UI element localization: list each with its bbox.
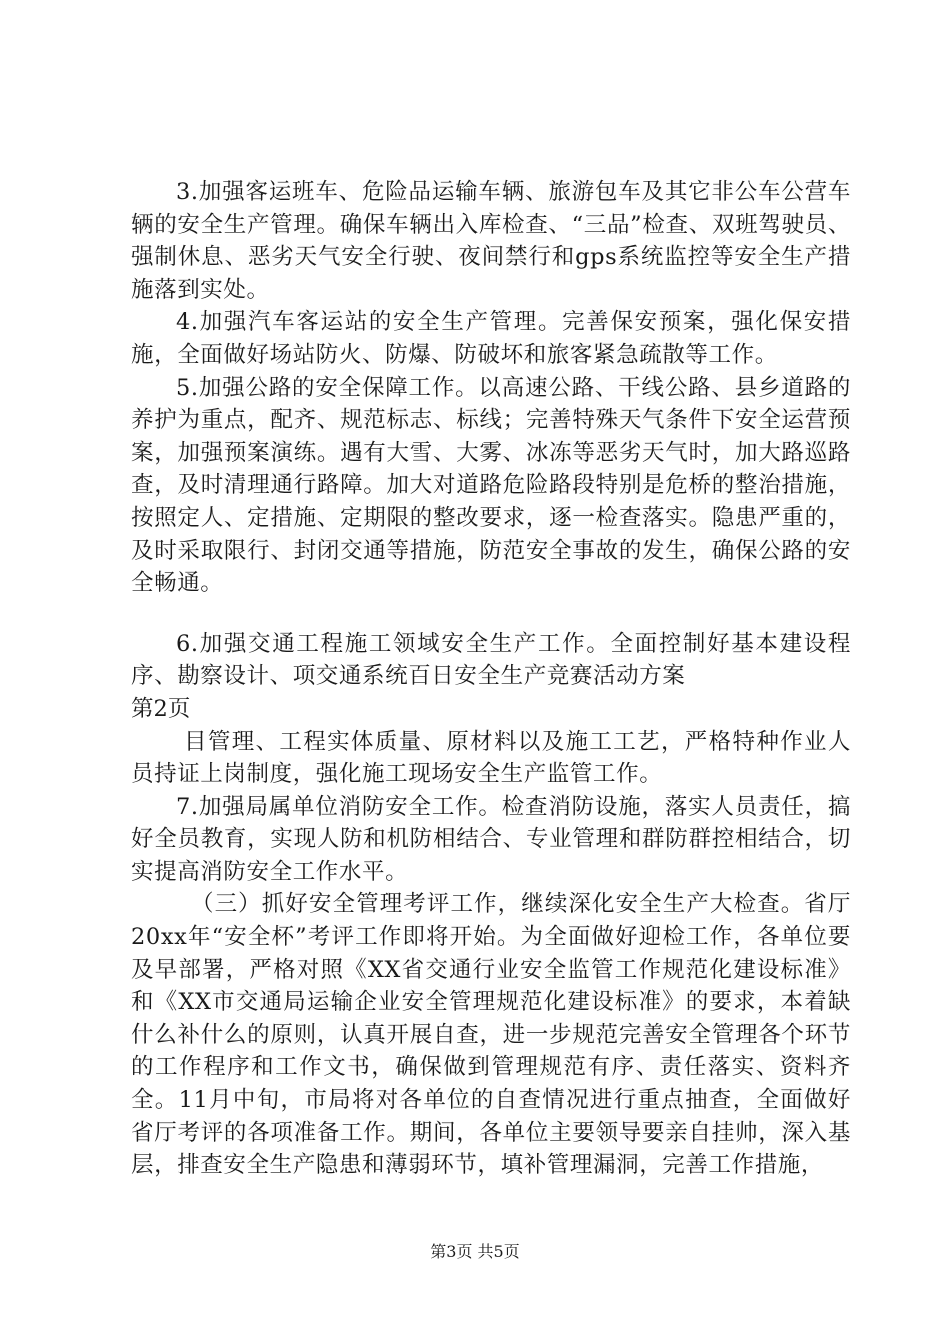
paragraph-item-7: 7.加强局属单位消防安全工作。检查消防设施，落实人员责任，搞好全员教育，实现人防和机防相结合、专业管理和群防群控相结合，切实提高消防安全工作水平。 xyxy=(131,793,851,885)
document-body xyxy=(131,176,851,1182)
page-footer: 第3页 共5页 xyxy=(430,1242,520,1261)
paragraph-item-4: 4.加强汽车客运站的安全生产管理。完善保安预案，强化保安措施，全面做好场站防火、防爆、防破坏和旅客紧急疏散等工作。 xyxy=(131,309,851,368)
paragraph-item-6: 6.加强交通工程施工领域安全生产工作。全面控制好基本建设程序、勘察设计、项交通系统百日安全生产竞赛活动方案 xyxy=(131,630,851,690)
paragraph-item-6-continued: 目管理、工程实体质量、原材料以及施工工艺，严格特种作业人员持证上岗制度，强化施工现场安全生产监管工作。 xyxy=(131,728,851,788)
paragraph-section-3: （三）抓好安全管理考评工作，继续深化安全生产大检查。省厅20xx年“安全杯”考评工作即将开始。为全面做好迎检工作，各单位要及早部署，严格对照《XX省交通行业安全监管工作规范化建设标准》和《XX市交通局运输企业安全管理规范化建设标准》的要求，本着缺什么补什么的原则，认真开展自查，进一步规范完善安全管理各个环节的工作程序和工作文书，确保做到管理规范有序、责任落实、资料齐全。11月中旬，市局将对各单位的自查情况进行重点抽查，全面做好省厅考评的各项准备工作。期间，各单位主要领导要亲自挂帅，深入基层，排查安全生产隐患和薄弱环节，填补管理漏洞，完善工作措施， xyxy=(131,891,851,1179)
paragraph-item-5: 5.加强公路的安全保障工作。以高速公路、干线公路、县乡道路的养护为重点，配齐、规范标志、标线；完善特殊天气条件下安全运营预案，加强预案演练。遇有大雪、大雾、冰冻等恶劣天气时，加大路巡路查，及时清理通行路障。加大对道路危险路段特别是危桥的整治措施，按照定人、定措施、定期限的整改要求，逐一检查落实。隐患严重的，及时采取限行、封闭交通等措施，防范安全事故的发生，确保公路的安全畅通。 xyxy=(131,374,851,597)
paragraph-item-3: 3.加强客运班车、危险品运输车辆、旅游包车及其它非公车公营车辆的安全生产管理。确保车辆出入库检查、“三品”检查、双班驾驶员、强制休息、恶劣天气安全行驶、夜间禁行和gps系统监控等安全生产措施落到实处。 xyxy=(131,179,851,303)
page-marker: 第2页 xyxy=(131,695,191,722)
